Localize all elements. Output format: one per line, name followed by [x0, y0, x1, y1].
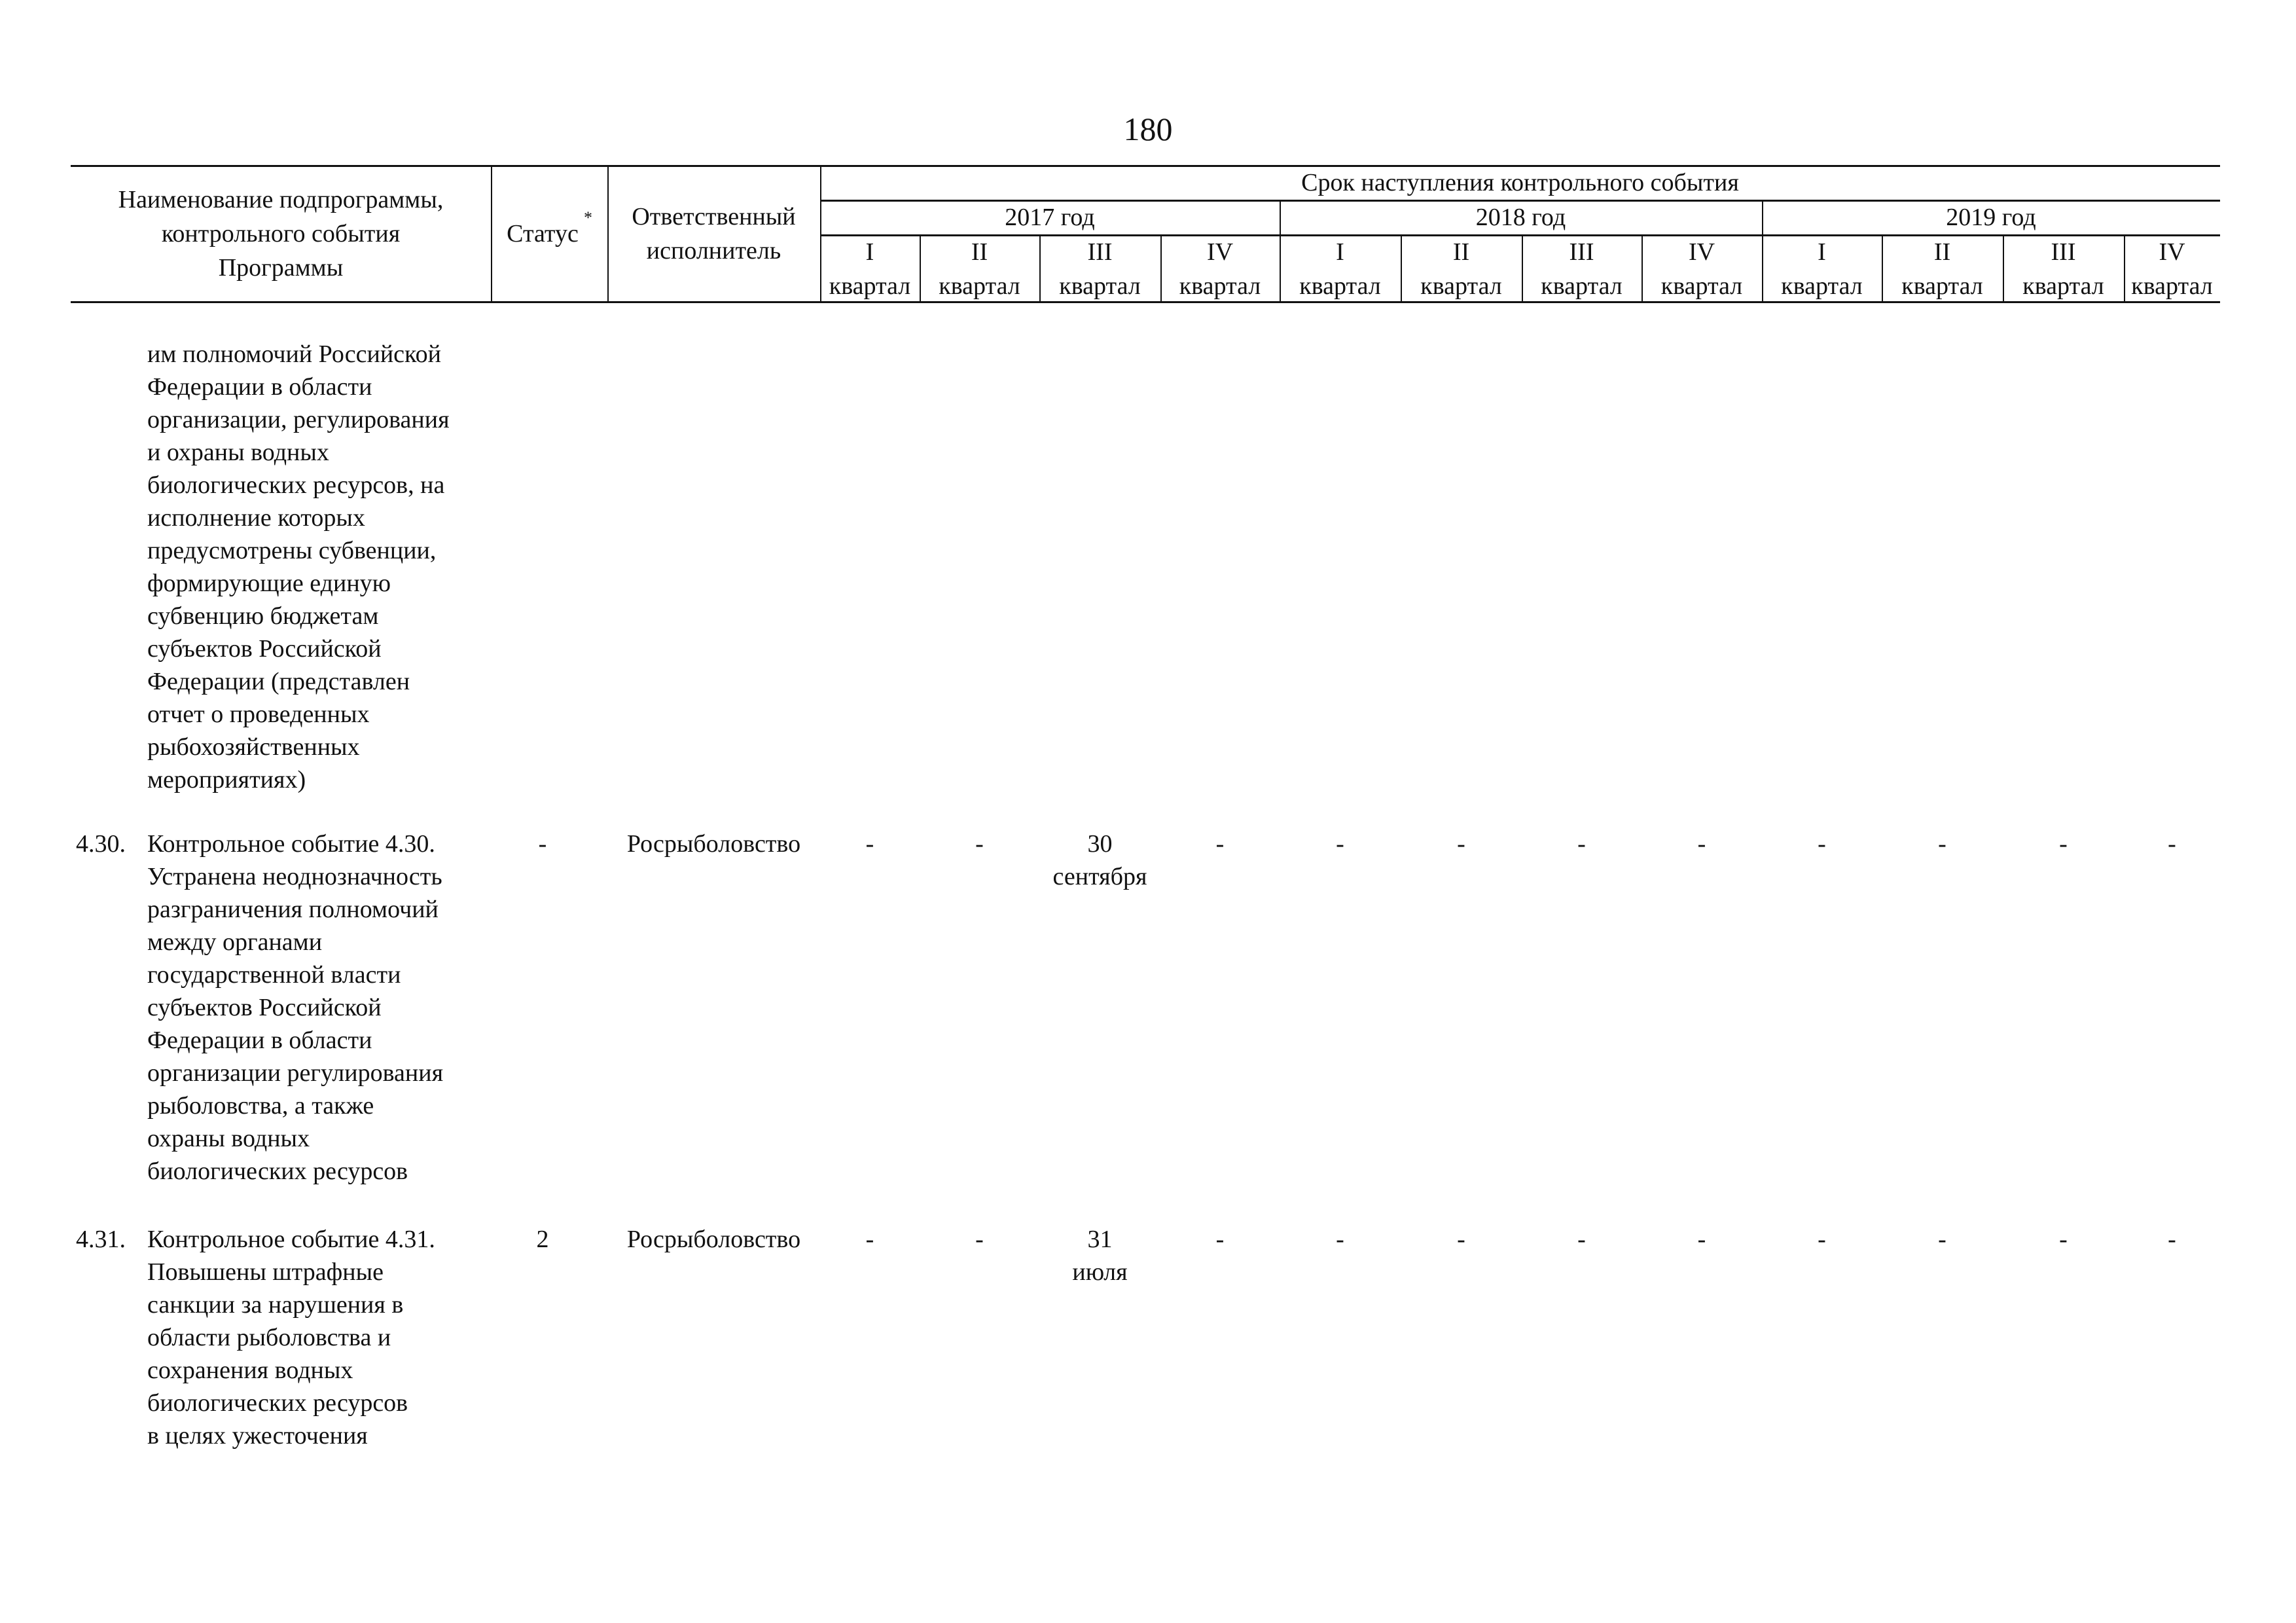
quarter-deadline: -: [865, 830, 874, 858]
event-number: 4.31.: [76, 1226, 126, 1253]
quarter-number: IV: [2159, 238, 2185, 266]
continuation-line: им полномочий Российской: [147, 340, 441, 368]
event-description-line: организации регулирования: [147, 1059, 444, 1087]
quarter-number: I: [1818, 238, 1826, 266]
responsible-col-divider: [607, 165, 609, 301]
quarter-label: квартал: [829, 272, 911, 300]
quarter-deadline: -: [1336, 830, 1344, 858]
quarter-label: квартал: [1541, 272, 1623, 300]
continuation-line: отчет о проведенных: [147, 701, 370, 728]
name-column-header: Программы: [218, 254, 344, 282]
quarter-deadline: -: [1938, 1226, 1946, 1253]
year-header-1: 2017 год: [1005, 204, 1095, 231]
continuation-line: и охраны водных: [147, 439, 329, 466]
quarter-label: квартал: [1179, 272, 1261, 300]
event-description-line: биологических ресурсов: [147, 1389, 408, 1417]
quarter-deadline: -: [2168, 830, 2176, 858]
continuation-line: организации, регулирования: [147, 406, 450, 433]
quarter-label: квартал: [1901, 272, 1983, 300]
event-description: [147, 828, 443, 1188]
name-column-header: Наименование подпрограммы,: [118, 186, 444, 213]
event-description-line: разграничения полномочий: [147, 896, 439, 923]
responsible-column-header: исполнитель: [646, 237, 781, 264]
event-responsible: Росрыболовство: [626, 1226, 801, 1253]
quarter-deadline: -: [1215, 830, 1225, 858]
deadline-title: Срок наступления контрольного события: [1301, 169, 1739, 196]
quarter-deadline: -: [1215, 1226, 1225, 1253]
quarter-number: IV: [1688, 238, 1715, 266]
event-description-line: Контрольное событие 4.31.: [147, 1226, 435, 1253]
quarter-deadline: -: [2059, 830, 2068, 858]
quarter-deadline: -: [2059, 1226, 2068, 1253]
event-description-line: биологических ресурсов: [147, 1158, 408, 1185]
continuation-line: субъектов Российской: [147, 635, 382, 663]
responsible-column-header: Ответственный: [632, 203, 796, 230]
event-status: 2: [536, 1226, 549, 1253]
quarter-deadline: -: [975, 830, 984, 858]
quarter-number: II: [1452, 238, 1470, 266]
quarter-number: IV: [1206, 238, 1234, 266]
quarter-deadline: -: [1697, 830, 1706, 858]
event-description-line: в целях ужесточения: [147, 1422, 368, 1450]
continuation-line: субвенцию бюджетам: [147, 602, 379, 630]
event-description-line: Контрольное событие 4.30.: [147, 830, 435, 858]
event-number: 4.30.: [76, 830, 126, 858]
quarter-number: II: [1933, 238, 1951, 266]
continuation-line: мероприятиях): [147, 766, 306, 793]
quarter-number: III: [1087, 238, 1113, 266]
status-footnote-mark: *: [584, 208, 592, 227]
event-description-line: санкции за нарушения в: [147, 1291, 404, 1319]
page-number: 180: [1123, 111, 1173, 147]
quarter-number: III: [1569, 238, 1594, 266]
event-description-line: Федерации в области: [147, 1027, 372, 1054]
quarter-deadline: -: [1818, 1226, 1826, 1253]
event-description-line: сохранения водных: [147, 1357, 353, 1384]
continuation-text: [147, 338, 450, 796]
status-column-header: Статус: [507, 220, 579, 247]
quarter-deadline: 31 июля: [1072, 1226, 1128, 1286]
continuation-line: Федерации в области: [147, 373, 372, 401]
quarter-deadline: -: [975, 1226, 984, 1253]
name-column-header: контрольного события: [161, 220, 401, 247]
quarter-deadline: 30 сентября: [1052, 830, 1147, 890]
event-status: -: [538, 830, 547, 858]
event-responsible: Росрыболовство: [626, 830, 801, 858]
continuation-line: биологических ресурсов, на: [147, 471, 445, 499]
event-description-line: субъектов Российской: [147, 994, 382, 1021]
event-description-line: государственной власти: [147, 961, 401, 989]
quarter-deadline: -: [1697, 1226, 1706, 1253]
quarter-deadline: -: [1577, 1226, 1586, 1253]
event-description-line: между органами: [147, 928, 323, 956]
quarter-deadline: -: [1336, 1226, 1344, 1253]
continuation-line: формирующие единую: [147, 570, 391, 597]
event-description-line: рыболовства, а также: [147, 1092, 374, 1120]
quarter-label: квартал: [939, 272, 1020, 300]
quarter-label: квартал: [1059, 272, 1141, 300]
quarter-label: квартал: [1299, 272, 1381, 300]
quarter-number: II: [971, 238, 988, 266]
quarter-label: квартал: [2022, 272, 2104, 300]
quarter-deadline: -: [2168, 1226, 2176, 1253]
event-description-line: Устранена неоднозначность: [147, 863, 442, 890]
continuation-line: Федерации (представлен: [147, 668, 410, 695]
quarter-label: квартал: [1420, 272, 1502, 300]
quarter-deadline: -: [1457, 830, 1465, 858]
quarter-label: квартал: [1781, 272, 1863, 300]
quarter-deadline: -: [1577, 830, 1586, 858]
event-description-line: Повышены штрафные: [147, 1258, 384, 1286]
quarter-deadline: -: [1938, 830, 1946, 858]
year-header-2: 2018 год: [1475, 204, 1566, 231]
quarter-deadline: -: [1818, 830, 1826, 858]
quarter-deadline: -: [865, 1226, 874, 1253]
quarter-number: III: [2051, 238, 2076, 266]
quarter-label: квартал: [1660, 272, 1743, 300]
quarter-number: I: [865, 238, 874, 266]
quarter-number: I: [1336, 238, 1344, 266]
continuation-line: предусмотрены субвенции,: [147, 537, 437, 564]
quarter-deadline: -: [1457, 1226, 1465, 1253]
event-description: [147, 1223, 435, 1452]
continuation-line: исполнение которых: [147, 504, 365, 532]
continuation-line: рыбохозяйственных: [147, 733, 360, 761]
quarter-label: квартал: [2131, 272, 2213, 300]
event-description-line: охраны водных: [147, 1125, 310, 1152]
year-header-3: 2019 год: [1946, 204, 2036, 231]
event-description-line: области рыболовства и: [147, 1324, 391, 1351]
